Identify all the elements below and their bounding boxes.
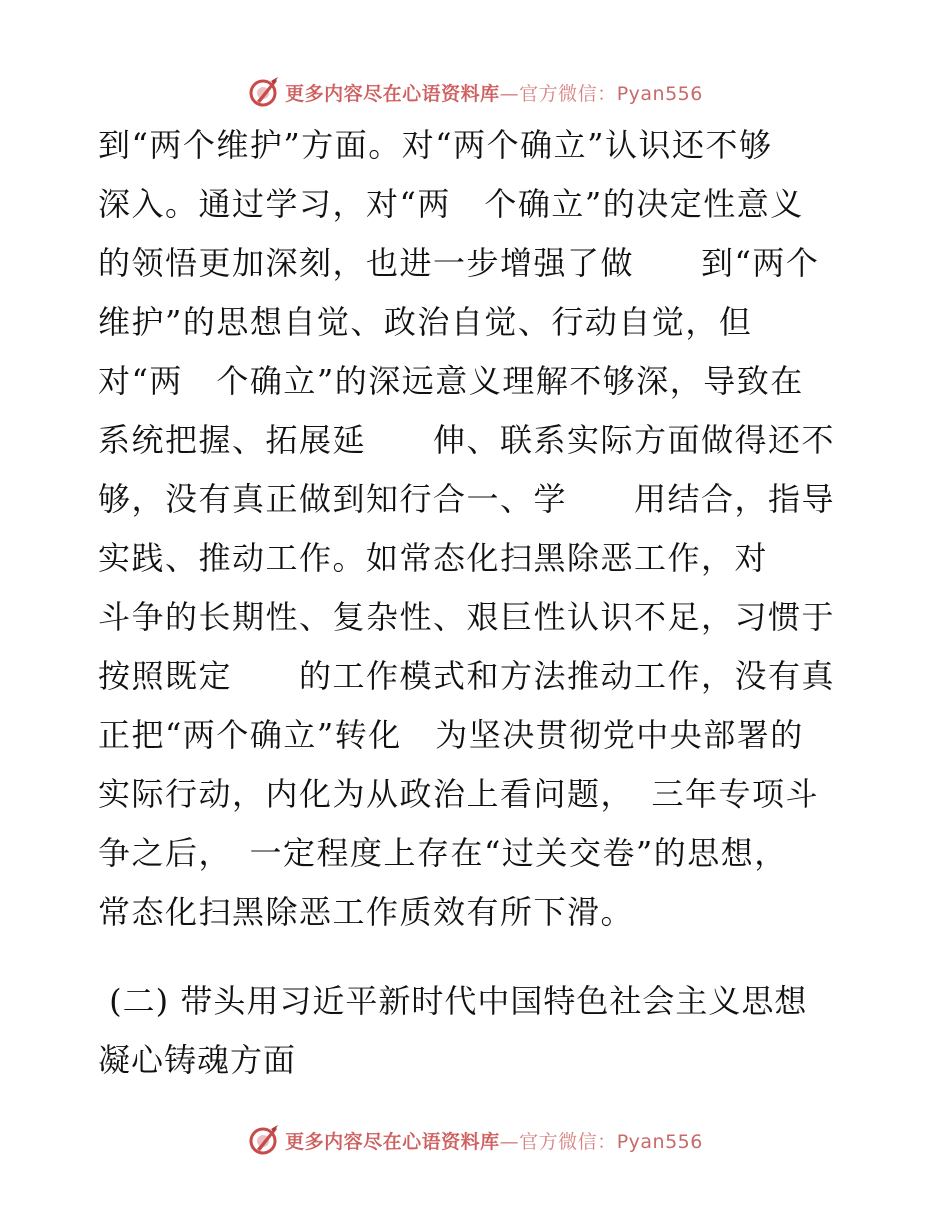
paragraph-line: 常态化扫黑除恶工作质效有所下滑。 — [98, 893, 635, 931]
paragraph-line: 争之后， 一定程度上存在“过关交卷”的思想， — [98, 834, 788, 872]
watermark-separator: — — [499, 82, 520, 105]
paragraph-line: 维护”的思想自觉、政治自觉、行动自觉，但 — [98, 303, 753, 341]
watermark-separator: — — [499, 1130, 520, 1153]
quill-pen-logo-icon — [247, 1123, 281, 1157]
footer-watermark — [0, 1120, 950, 1160]
watermark-handle: Pyan556 — [616, 82, 703, 105]
watermark-text — [285, 1127, 703, 1154]
paragraph-line: 按照既定 的工作模式和方法推动工作，没有真 — [98, 657, 836, 695]
paragraph-line: 到“两个维护”方面。对“两个确立”认识还不够 — [98, 126, 773, 164]
header-watermark — [0, 72, 950, 112]
watermark-text — [285, 79, 703, 106]
paragraph-line: 对“两 个确立”的深远意义理解不够深，导致在 — [98, 362, 804, 400]
heading-line: 凝心铸魂方面 — [98, 1041, 297, 1079]
paragraph-line: 的领悟更加深刻，也进一步增强了做 到“两个 — [98, 244, 820, 282]
watermark-brand: 更多内容尽在心语资料库 — [285, 1130, 500, 1153]
section-heading — [98, 972, 858, 1090]
paragraph-line: 实际行动，内化为从政治上看问题， 三年专项斗 — [98, 775, 820, 813]
paragraph-spacing — [98, 942, 858, 972]
document-body — [98, 116, 858, 1090]
watermark-handle: Pyan556 — [616, 1130, 703, 1153]
paragraph-line: 够，没有真正做到知行合一、学 用结合，指导 — [98, 480, 836, 518]
paragraph-line: 实践、推动工作。如常态化扫黑除恶工作，对 — [98, 539, 769, 577]
watermark-brand: 更多内容尽在心语资料库 — [285, 82, 500, 105]
paragraph-line: 正把“两个确立”转化 为坚决贯彻党中央部署的 — [98, 716, 804, 754]
quill-pen-logo-icon — [247, 75, 281, 109]
body-paragraph — [98, 116, 858, 942]
paragraph-line: 深入。通过学习，对“两 个确立”的决定性意义 — [98, 185, 804, 223]
heading-line: (二) 带头用习近平新时代中国特色社会主义思想 — [98, 982, 808, 1020]
paragraph-line: 系统把握、拓展延 伸、联系实际方面做得还不 — [98, 421, 836, 459]
watermark-contact: 官方微信： — [519, 1130, 617, 1153]
watermark-contact: 官方微信： — [519, 82, 617, 105]
paragraph-line: 斗争的长期性、复杂性、艰巨性认识不足，习惯于 — [98, 598, 836, 636]
